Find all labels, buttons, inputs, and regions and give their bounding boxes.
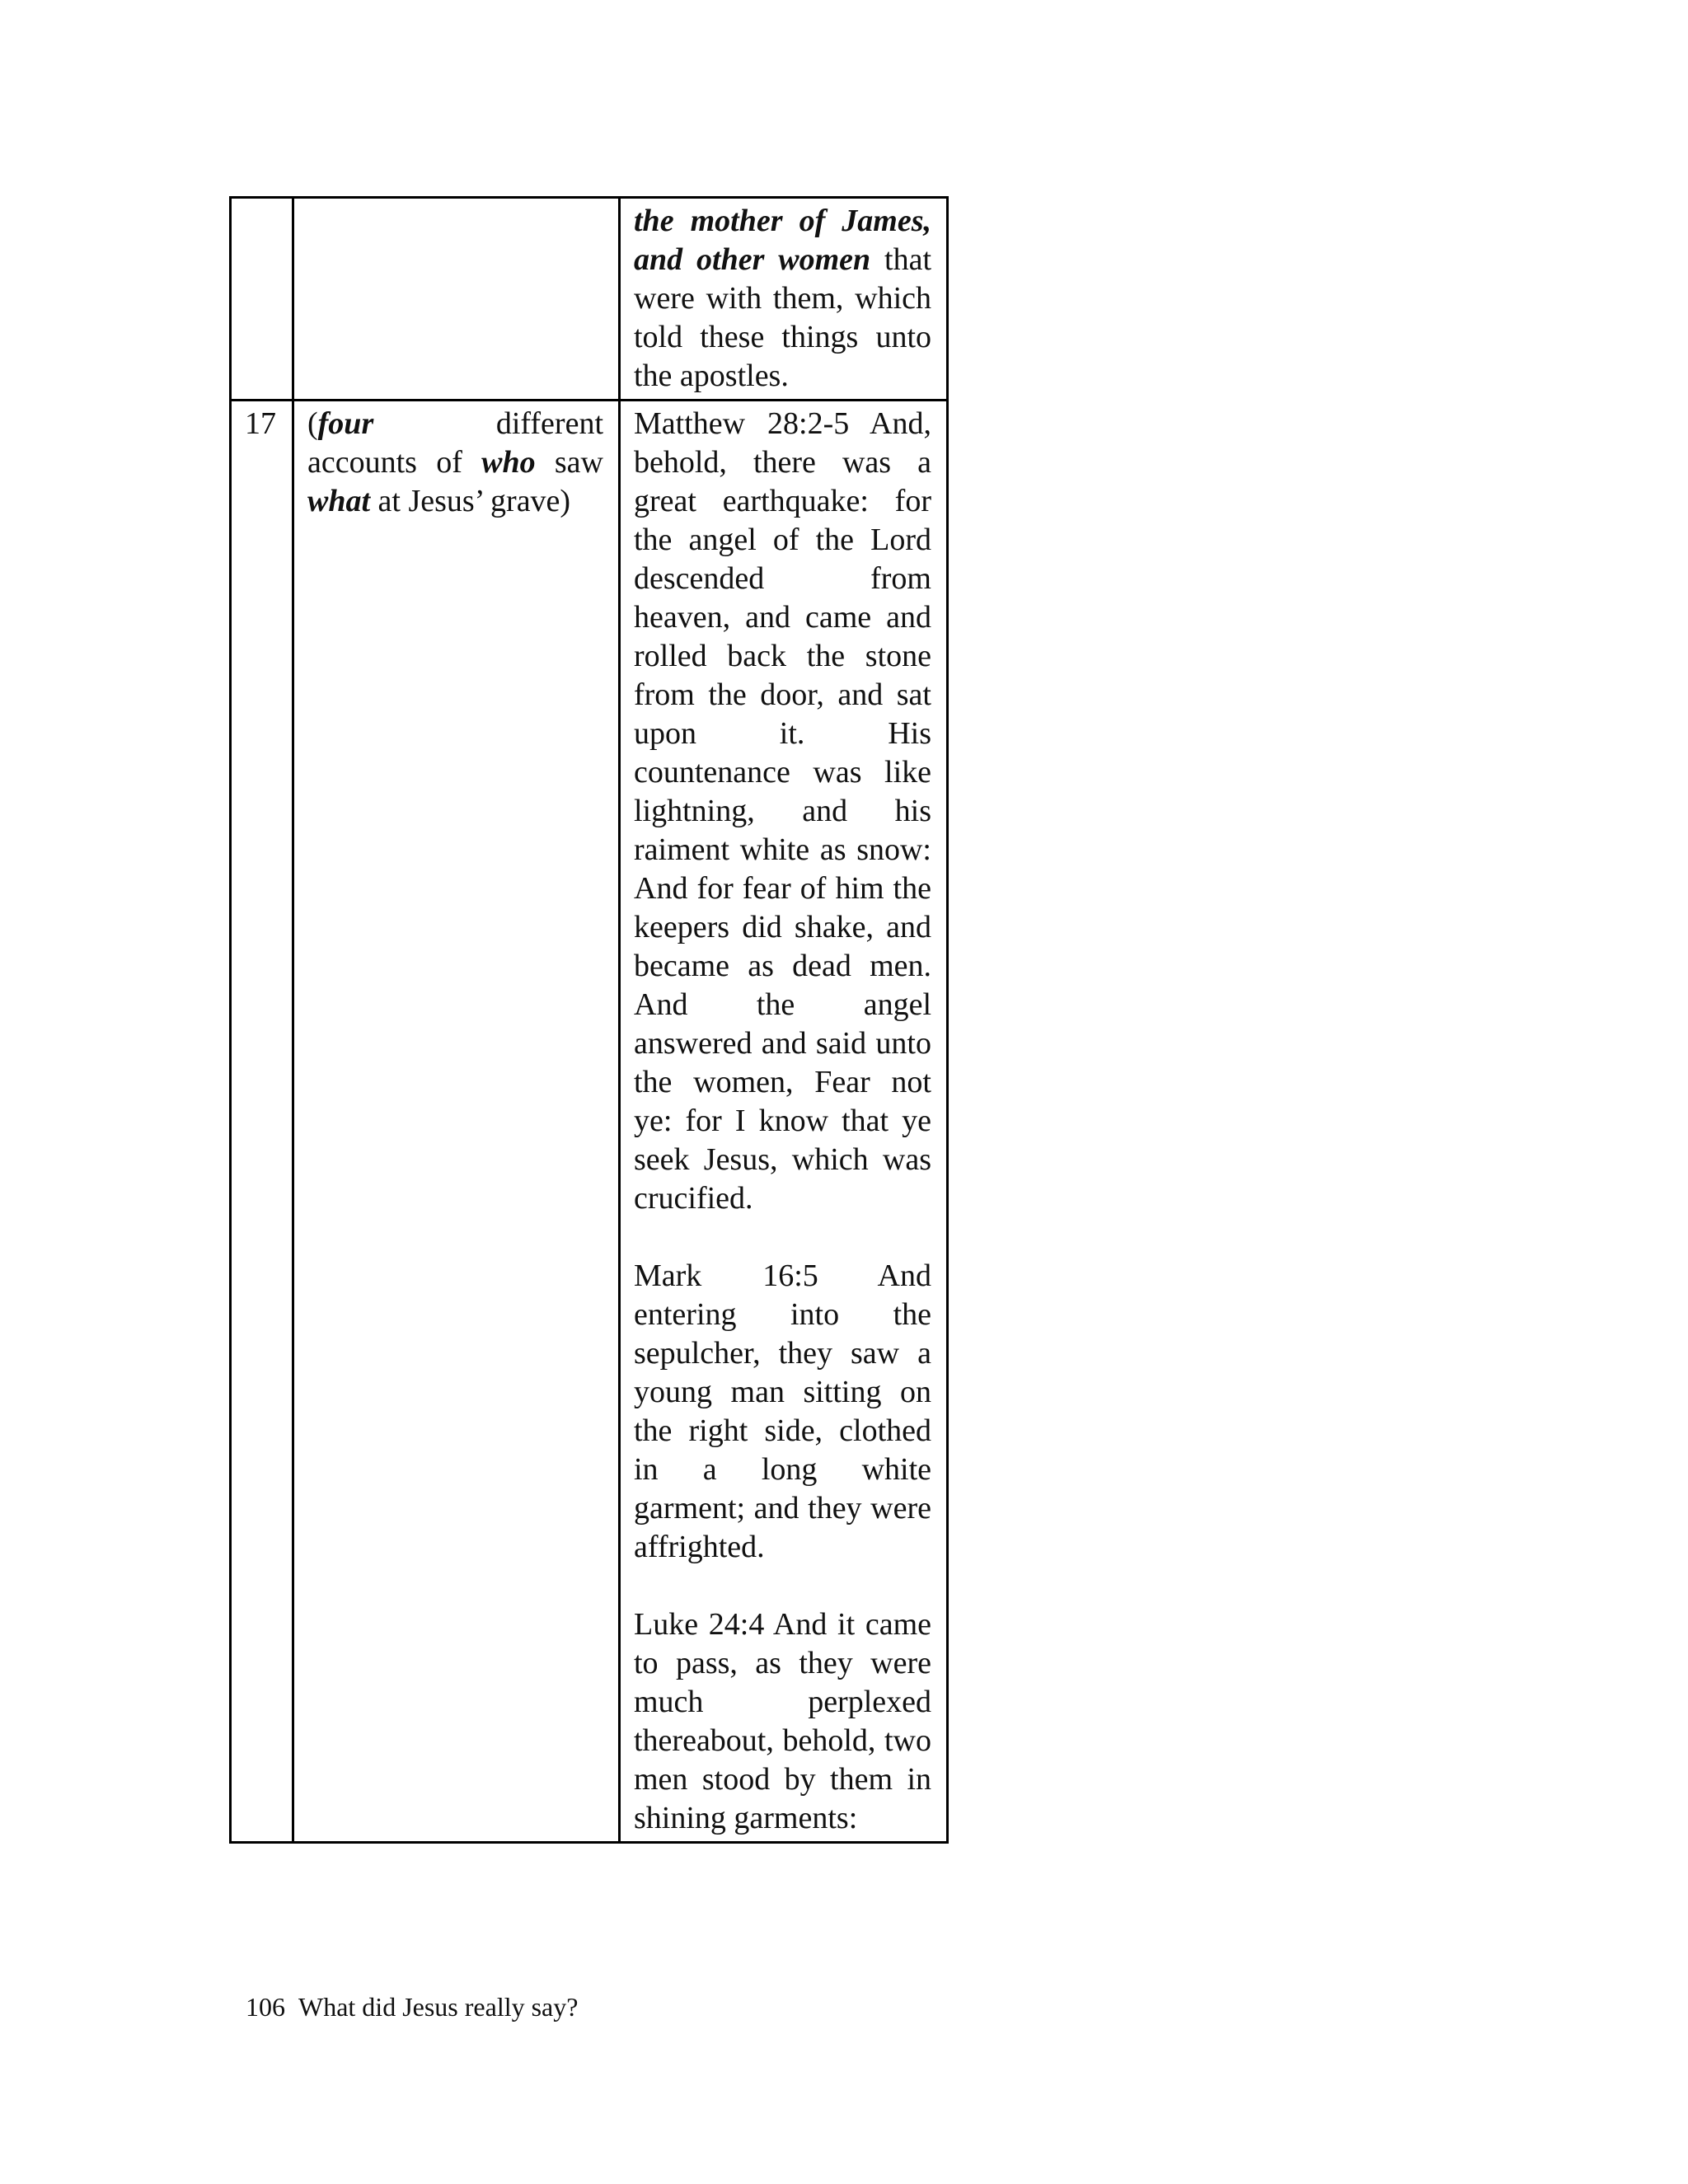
- book-title: What did Jesus really say?: [298, 1992, 579, 2022]
- topic-emphasis: what: [307, 484, 371, 518]
- page-number: 106: [246, 1992, 285, 2022]
- verse-emphasis: the mother of James, and other women: [634, 204, 931, 277]
- table-row: [231, 401, 948, 1843]
- page-footer: [246, 1990, 591, 2023]
- topic-text: at Jesus’ grave): [370, 484, 571, 518]
- verse-cell: [620, 401, 948, 1843]
- topic-emphasis: who: [481, 445, 536, 480]
- topic-text: different accounts of: [307, 406, 603, 480]
- verse-text: that were with them, which told these things unto the apostles.: [634, 242, 931, 393]
- verse-matthew: Matthew 28:2-5 And, behold, there was a great earthquake: for the angel of the Lord descended from heaven, and came and rolled back the stone from the door, and sat upon it. His countenance was like lightning, and his raiment white as snow: And for fear of him the keepers did shake, and became as dead men. And the angel answered and said unto the women, Fear not ye: for I know that ye seek Jesus, which was crucified.: [634, 406, 931, 1216]
- topic-text: saw: [535, 445, 603, 480]
- row-number-cell: [231, 401, 293, 1843]
- topic-cell: [293, 198, 620, 401]
- topic-cell: [293, 401, 620, 1843]
- verse-cell: [620, 198, 948, 401]
- verse-luke: Luke 24:4 And it came to pass, as they were much perplexed thereabout, behold, two men stood by them in shining garments:: [634, 1607, 931, 1835]
- row-number-cell: [231, 198, 293, 401]
- comparison-table: [229, 196, 949, 1844]
- verse-mark: Mark 16:5 And entering into the sepulcher, they saw a young man sitting on the right side, clothed in a long white garment; and they were affrighted.: [634, 1258, 931, 1564]
- table-row: [231, 198, 948, 401]
- topic-text: (: [307, 406, 318, 441]
- row-number: 17: [245, 406, 276, 441]
- topic-emphasis: four: [317, 406, 374, 441]
